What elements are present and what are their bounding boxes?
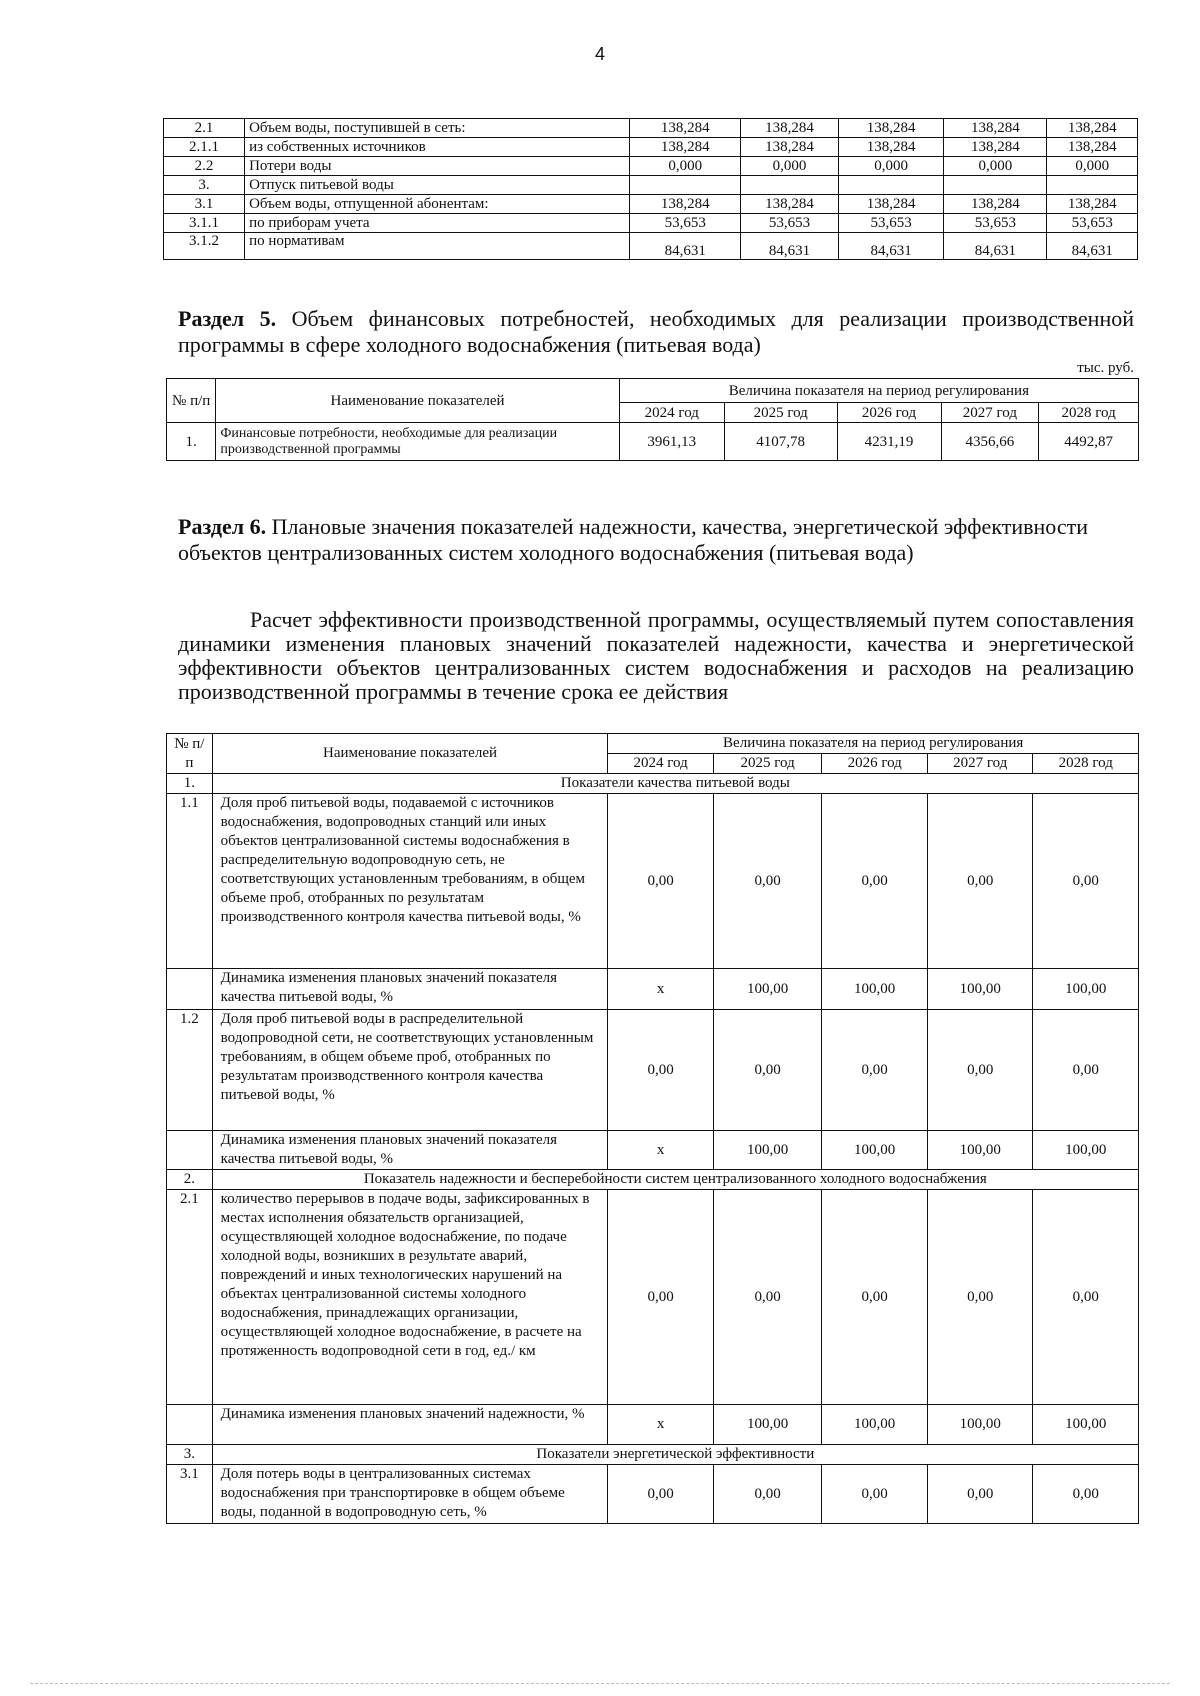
- value-cell: 0,00: [1033, 1190, 1139, 1405]
- value-cell: [741, 176, 839, 195]
- row-name: из собственных источников: [245, 138, 630, 157]
- value-cell: [838, 176, 943, 195]
- row-name: Доля проб питьевой воды в распределительной водопроводной сети, не соответствующих установленным требованиям, в общем объеме проб, отобранных по результатам производственного контроля качества питьевой воды, %: [212, 1010, 608, 1131]
- value-cell: 53,653: [630, 214, 741, 233]
- value-cell: 0,00: [927, 1465, 1033, 1524]
- value-cell: 138,284: [630, 138, 741, 157]
- row-name: Динамика изменения плановых значений надежности, %: [212, 1405, 608, 1445]
- page-bottom-edge: [30, 1683, 1170, 1684]
- value-cell: 4356,66: [941, 423, 1039, 461]
- section-title: Показатели энергетической эффективности: [212, 1445, 1138, 1465]
- row-num: 2.1: [167, 1190, 213, 1405]
- row-name: Объем воды, отпущенной абонентам:: [245, 195, 630, 214]
- year-col: 2024 год: [608, 754, 714, 774]
- table-row: [167, 794, 1139, 969]
- row-name: по приборам учета: [245, 214, 630, 233]
- value-cell: 53,653: [1047, 214, 1138, 233]
- section-row: [167, 1445, 1139, 1465]
- value-cell: 138,284: [741, 138, 839, 157]
- section6-heading: [178, 514, 1134, 566]
- value-cell: 84,631: [630, 233, 741, 260]
- value-cell: 0,000: [741, 157, 839, 176]
- value-cell: 100,00: [927, 1405, 1033, 1445]
- efficiency-table: [166, 733, 1139, 1524]
- value-cell: 138,284: [1047, 138, 1138, 157]
- value-cell: 0,00: [822, 1190, 928, 1405]
- value-cell: 138,284: [630, 119, 741, 138]
- section-title: Показатель надежности и бесперебойности систем централизованного холодного водоснабжения: [212, 1170, 1138, 1190]
- row-name: по нормативам: [245, 233, 630, 260]
- value-cell: 0,00: [713, 1465, 822, 1524]
- row-name: Объем воды, поступившей в сеть:: [245, 119, 630, 138]
- header-name: Наименование показателей: [216, 379, 619, 423]
- year-col: 2026 год: [837, 403, 941, 423]
- value-cell: 100,00: [1033, 1405, 1139, 1445]
- row-name: Отпуск питьевой воды: [245, 176, 630, 195]
- row-num: 3.1.1: [164, 214, 245, 233]
- table-row: [167, 1190, 1139, 1405]
- table-row: [167, 969, 1139, 1010]
- year-col: 2027 год: [927, 754, 1033, 774]
- value-cell: [1047, 176, 1138, 195]
- value-cell: [630, 176, 741, 195]
- value-cell: 4231,19: [837, 423, 941, 461]
- header-name: Наименование показателей: [212, 734, 608, 774]
- table-row: [164, 157, 1138, 176]
- year-col: 2027 год: [941, 403, 1039, 423]
- row-num: 2.1.1: [164, 138, 245, 157]
- table-row: [164, 214, 1138, 233]
- table-row: [164, 233, 1138, 260]
- value-cell: 84,631: [1047, 233, 1138, 260]
- table-row: [167, 1405, 1139, 1445]
- section-row: [167, 1170, 1139, 1190]
- table-row: [167, 1465, 1139, 1524]
- row-name: Динамика изменения плановых значений показателя качества питьевой воды, %: [212, 969, 608, 1010]
- section5-title: Объем финансовых потребностей, необходимых для реализации производственной программы в сфере холодного водоснабжения (питьевая вода): [178, 306, 1135, 357]
- value-cell: x: [608, 969, 714, 1010]
- header-num: № п/п: [167, 734, 213, 774]
- row-num: 3.1: [167, 1465, 213, 1524]
- value-cell: 138,284: [838, 119, 943, 138]
- value-cell: 0,00: [1033, 1010, 1139, 1131]
- row-num: [167, 1131, 213, 1170]
- row-num: 3.1.2: [164, 233, 245, 260]
- row-num: 1.1: [167, 794, 213, 969]
- row-num: 2.1: [164, 119, 245, 138]
- value-cell: 138,284: [741, 119, 839, 138]
- row-name: Доля проб питьевой воды, подаваемой с источников водоснабжения, водопроводных станций или иных объектов централизованной системы водоснабжения в распределительную водопроводную сеть, не соответствующих установленным требованиям, в общем объеме проб, отобранных по результатам производственного контроля качества питьевой воды, %: [212, 794, 608, 969]
- value-cell: 100,00: [1033, 969, 1139, 1010]
- section6-paragraph: Расчет эффективности производственной программы, осуществляемый путем сопоставления динамики изменения плановых значений показателей надежности, качества и энергетической эффективности объектов централизованных систем водоснабжения и расходов на реализацию производственной программы в течение срока ее действия: [178, 607, 1134, 704]
- value-cell: 138,284: [741, 195, 839, 214]
- value-cell: 100,00: [822, 1405, 928, 1445]
- table-row: [164, 176, 1138, 195]
- year-col: 2024 год: [619, 403, 724, 423]
- value-cell: 0,00: [608, 1465, 714, 1524]
- value-cell: 138,284: [1047, 195, 1138, 214]
- header-num: № п/п: [167, 379, 216, 423]
- value-cell: 0,00: [1033, 794, 1139, 969]
- water-balance-table: [163, 118, 1138, 260]
- section5-label: Раздел 5.: [178, 306, 277, 331]
- value-cell: 0,000: [944, 157, 1047, 176]
- table-row: [164, 195, 1138, 214]
- value-cell: 0,00: [608, 1190, 714, 1405]
- row-num: 1.: [167, 423, 216, 461]
- row-num: [167, 1405, 213, 1445]
- section-row: [167, 774, 1139, 794]
- section6-title: Плановые значения показателей надежности, качества, энергетической эффективности объектов централизованных систем холодного водоснабжения (питьевая вода): [178, 514, 1088, 565]
- value-cell: 0,000: [630, 157, 741, 176]
- section6-label: Раздел 6.: [178, 514, 267, 539]
- year-col: 2028 год: [1033, 754, 1139, 774]
- value-cell: 138,284: [838, 138, 943, 157]
- value-cell: 53,653: [741, 214, 839, 233]
- value-cell: 4107,78: [724, 423, 837, 461]
- value-cell: 0,00: [822, 1465, 928, 1524]
- header-period: Величина показателя на период регулирования: [608, 734, 1139, 754]
- value-cell: 138,284: [944, 119, 1047, 138]
- table-row: [164, 119, 1138, 138]
- value-cell: 0,00: [927, 794, 1033, 969]
- value-cell: 0,00: [822, 794, 928, 969]
- value-cell: 0,000: [838, 157, 943, 176]
- value-cell: 100,00: [822, 969, 928, 1010]
- row-name: Динамика изменения плановых значений показателя качества питьевой воды, %: [212, 1131, 608, 1170]
- value-cell: 0,00: [822, 1010, 928, 1131]
- value-cell: 100,00: [1033, 1131, 1139, 1170]
- value-cell: 138,284: [944, 138, 1047, 157]
- value-cell: 100,00: [927, 1131, 1033, 1170]
- value-cell: 84,631: [741, 233, 839, 260]
- header-period: Величина показателя на период регулирования: [619, 379, 1138, 403]
- value-cell: 84,631: [944, 233, 1047, 260]
- value-cell: 100,00: [713, 1405, 822, 1445]
- value-cell: 100,00: [822, 1131, 928, 1170]
- value-cell: 0,00: [608, 1010, 714, 1131]
- value-cell: 0,000: [1047, 157, 1138, 176]
- value-cell: 100,00: [927, 969, 1033, 1010]
- value-cell: 0,00: [927, 1190, 1033, 1405]
- value-cell: 53,653: [838, 214, 943, 233]
- value-cell: 138,284: [838, 195, 943, 214]
- table-row: [167, 1131, 1139, 1170]
- row-num: 2.2: [164, 157, 245, 176]
- row-num: 3.1: [164, 195, 245, 214]
- value-cell: 0,00: [608, 794, 714, 969]
- value-cell: 53,653: [944, 214, 1047, 233]
- section5-heading: [178, 306, 1134, 358]
- row-num: [167, 969, 213, 1010]
- row-name: количество перерывов в подаче воды, зафиксированных в местах исполнения обязательств организацией, осуществляющей холодное водоснабжение, по подаче холодной воды, возникших в результате аварий, повреждений и иных технологических нарушений на объектах централизованной системы холодного водоснабжения, принадлежащих организации, осуществляющей холодное водоснабжение, в расчете на протяженность водопроводной сети в год, ед./ км: [212, 1190, 608, 1405]
- value-cell: 100,00: [713, 1131, 822, 1170]
- page-number: 4: [594, 44, 605, 64]
- value-cell: x: [608, 1131, 714, 1170]
- value-cell: 138,284: [944, 195, 1047, 214]
- value-cell: 0,00: [713, 1190, 822, 1405]
- value-cell: 138,284: [630, 195, 741, 214]
- year-col: 2026 год: [822, 754, 928, 774]
- value-cell: 4492,87: [1039, 423, 1139, 461]
- value-cell: 0,00: [927, 1010, 1033, 1131]
- table-row: [167, 1010, 1139, 1131]
- value-cell: [944, 176, 1047, 195]
- value-cell: 100,00: [713, 969, 822, 1010]
- section-num: 1.: [167, 774, 213, 794]
- year-col: 2025 год: [724, 403, 837, 423]
- year-col: 2025 год: [713, 754, 822, 774]
- value-cell: 0,00: [1033, 1465, 1139, 1524]
- row-name: Финансовые потребности, необходимые для реализации производственной программы: [216, 423, 619, 461]
- section-title: Показатели качества питьевой воды: [212, 774, 1138, 794]
- value-cell: x: [608, 1405, 714, 1445]
- row-name: Потери воды: [245, 157, 630, 176]
- section-num: 3.: [167, 1445, 213, 1465]
- section-num: 2.: [167, 1170, 213, 1190]
- value-cell: 138,284: [1047, 119, 1138, 138]
- value-cell: 0,00: [713, 794, 822, 969]
- value-cell: 84,631: [838, 233, 943, 260]
- row-num: 1.2: [167, 1010, 213, 1131]
- table-row: [164, 138, 1138, 157]
- row-name: Доля потерь воды в централизованных системах водоснабжения при транспортировке в общем объеме воды, поданной в водопроводную сеть, %: [212, 1465, 608, 1524]
- row-num: 3.: [164, 176, 245, 195]
- value-cell: 0,00: [713, 1010, 822, 1131]
- financial-needs-table: [166, 378, 1139, 461]
- value-cell: 3961,13: [619, 423, 724, 461]
- units-label: тыс. руб.: [1077, 360, 1134, 376]
- year-col: 2028 год: [1039, 403, 1139, 423]
